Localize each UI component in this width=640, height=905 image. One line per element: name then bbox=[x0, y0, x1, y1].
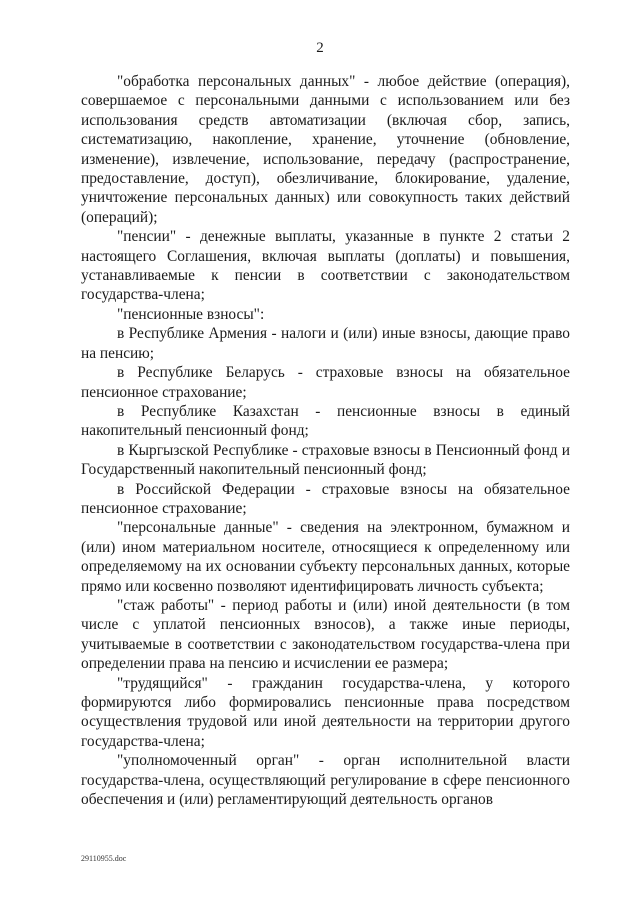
paragraph-authorized-body: "уполномоченный орган" - орган исполнительной власти государства-члена, осуществляющий регулирование в сфере пенсионного обеспечения и (или) регламентирующий деятельность органов bbox=[81, 752, 570, 809]
paragraph-worker: "трудящийся" - гражданин государства-члена, у которого формируются либо формировались пенсионные права посредством осуществления трудовой или иной деятельности на территории другого государства-члена; bbox=[81, 674, 570, 750]
paragraph-pensions: "пенсии" - денежные выплаты, указанные в пункте 2 статьи 2 настоящего Соглашения, включая выплаты (доплаты) и повышения, устанавливаемые к пенсии в соответствии с законодательством государства-члена; bbox=[81, 228, 570, 304]
paragraph-armenia: в Республике Армения - налоги и (или) иные взносы, дающие право на пенсию; bbox=[81, 325, 570, 362]
paragraph-personal-data: "персональные данные" - сведения на электронном, бумажном и (или) ином материальном носителе, относящиеся к определенному или определяемому на их основании субъекту персональных данных, которые прямо или косвенно позволяют идентифицировать личность субъекта; bbox=[81, 519, 570, 595]
footer-filename: 29110955.doc bbox=[81, 854, 127, 863]
paragraph-kyrgyzstan: в Кыргызской Республике - страховые взносы в Пенсионный фонд и Государственный накопительный пенсионный фонд; bbox=[81, 441, 570, 479]
document-body bbox=[81, 72, 570, 809]
paragraph-russia: в Российской Федерации - страховые взносы на обязательное пенсионное страхование; bbox=[81, 480, 570, 517]
paragraph-belarus: в Республике Беларусь - страховые взносы на обязательное пенсионное страхование; bbox=[81, 364, 570, 401]
paragraph-personal-data-processing: "обработка персональных данных" - любое действие (операция), совершаемое с персональными данными с использованием или без использования средств автоматизации (включая сбор, запись, систематизацию, накопление, хранение, уточнение (обновление, изменение), извлечение, использование, передачу (распространение, предоставление, доступ), обезличивание, блокирование, удаление, уничтожение персональных данных) или совокупность таких действий (операций); bbox=[81, 73, 570, 226]
paragraph-kazakhstan: в Республике Казахстан - пенсионные взносы в единый накопительный пенсионный фонд; bbox=[81, 402, 570, 440]
paragraph-pension-contributions: "пенсионные взносы": bbox=[117, 305, 265, 323]
page-number: 2 bbox=[316, 40, 324, 56]
paragraph-work-experience: "стаж работы" - период работы и (или) иной деятельности (в том числе с уплатой пенсионных взносов), а также иные периоды, учитываемые в соответствии с законодательством государства-члена при определении права на пенсию и исчислении ее размера; bbox=[81, 596, 570, 673]
